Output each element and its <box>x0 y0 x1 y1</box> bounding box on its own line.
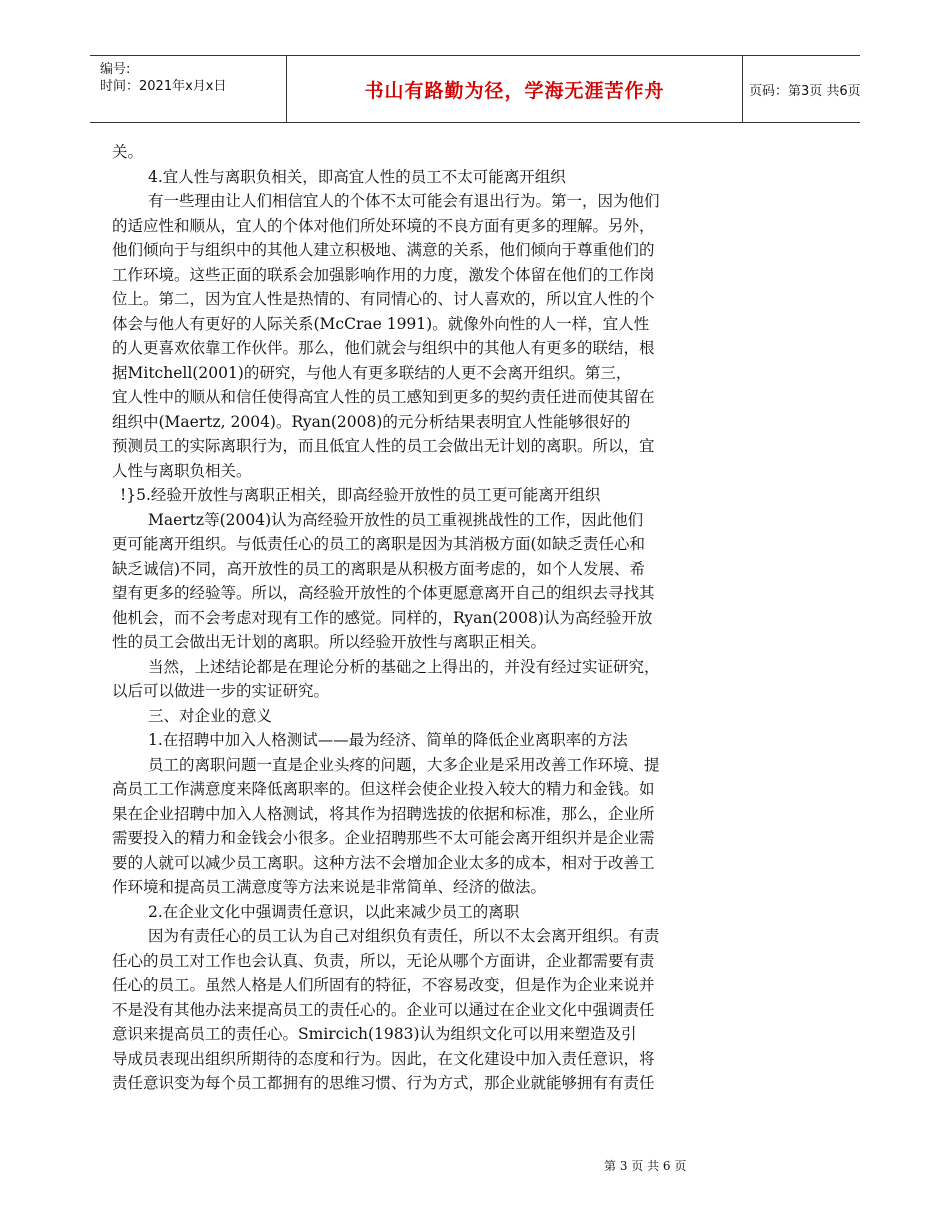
section-heading: 2.在企业文化中强调责任意识，以此来减少员工的离职 <box>148 902 520 921</box>
paragraph-line: 预测员工的实际离职行为，而且低宜人性的员工会做出无计划的离职。所以，宜 <box>112 437 655 455</box>
section-heading: !}5.经验开放性与离职正相关，即高经验开放性的员工更可能离开组织 <box>120 486 601 504</box>
paragraph-line: 任心的员工对工作也会认真、负责，所以，无论从哪个方面讲，企业都需要有责 <box>112 951 655 970</box>
paragraph-line: 更可能离开组织。与低责任心的员工的离职是因为其消极方面(如缺乏责任心和 <box>112 535 646 553</box>
page-info: 页码：第3页 共6页 <box>749 83 861 99</box>
paragraph-line: 要的人就可以减少员工离职。这种方法不会增加企业太多的成本，相对于改善工 <box>112 853 655 872</box>
paragraph-line: 位上。第二，因为宜人性是热情的、有同情心的、讨人喜欢的，所以宜人性的个 <box>112 290 655 308</box>
paragraph-line: 任心的员工。虽然人格是人们所固有的特征，不容易改变，但是作为企业来说并 <box>112 976 655 994</box>
paragraph-line: 意识来提高员工的责任心。Smircich(1983)认为组织文化可以用来塑造及引 <box>112 1025 637 1043</box>
number-label: 编号: <box>100 62 131 77</box>
page-footer: 第 3 页 共 6 页 <box>604 1159 687 1173</box>
header-left-cell <box>90 56 286 122</box>
paragraph-line: 人性与离职负相关。 <box>112 461 252 480</box>
paragraph-line: 性的员工会做出无计划的离职。所以经验开放性与离职正相关。 <box>112 633 547 651</box>
paragraph-line: 工作环境。这些正面的联系会加强影响作用的力度，激发个体留在他们的工作岗 <box>112 265 655 284</box>
section-heading: 三、对企业的意义 <box>148 706 273 725</box>
paragraph-line: 高员工工作满意度来降低离职率的。但这样会使企业投入较大的精力和金钱。如 <box>112 780 655 798</box>
motto: 书山有路勤为径，学海无涯苦作舟 <box>286 56 743 122</box>
paragraph-line: 果在企业招聘中加入人格测试，将其作为招聘选拔的依据和标准，那么，企业所 <box>112 804 655 823</box>
paragraph-line: 的适应性和顺从，宜人的个体对他们所处环境的不良方面有更多的理解。另外， <box>112 216 655 235</box>
paragraph-line: 不是没有其他办法来提高员工的责任心的。企业可以通过在企业文化中强调责任 <box>112 1000 655 1019</box>
paragraph-line: 望有更多的经验等。所以，高经验开放性的个体更愿意离开自己的组织去寻找其 <box>112 584 655 602</box>
paragraph-line: 以后可以做进一步的实证研究。 <box>112 682 330 700</box>
paragraph-line: 需要投入的精力和金钱会小很多。企业招聘那些不太可能会离开组织并是企业需 <box>112 829 655 847</box>
paragraph-line: 体会与他人有更好的人际关系(McCrae 1991)。就像外向性的人一样，宜人性 <box>112 314 650 333</box>
paragraph-line: 他们倾向于与组织中的其他人建立积极地、满意的关系，他们倾向于尊重他们的 <box>112 241 655 259</box>
paragraph-line: Maertz等(2004)认为高经验开放性的员工重视挑战性的工作，因此他们 <box>148 510 644 529</box>
paragraph-line: 导成员表现出组织所期待的态度和行为。因此，在文化建设中加入责任意识，将 <box>112 1049 655 1068</box>
section-heading: 1.在招聘中加入人格测试——最为经济、简单的降低企业离职率的方法 <box>148 731 628 749</box>
section-heading: 4.宜人性与离职负相关，即高宜人性的员工不太可能离开组织 <box>148 167 566 186</box>
paragraph-line: 缺乏诚信)不同，高开放性的员工的离职是从积极方面考虑的，如个人发展、希 <box>112 559 646 578</box>
paragraph-line: 作环境和提高员工满意度等方法来说是非常简单、经济的做法。 <box>112 878 547 896</box>
document-body <box>112 140 772 1096</box>
page-header <box>90 55 860 123</box>
date-label: 时间：2021年x月x日 <box>100 79 227 94</box>
paragraph-line: 的人更喜欢依靠工作伙伴。那么，他们就会与组织中的其他人有更多的联结，根 <box>112 339 655 357</box>
paragraph-line: 据Mitchell(2001)的研究，与他人有更多联结的人更不会离开组织。第三， <box>112 363 632 382</box>
paragraph-line: 员工的离职问题一直是企业头疼的问题，大多企业是采用改善工作环境、提 <box>148 755 660 774</box>
paragraph-line: 他机会，而不会考虑对现有工作的感觉。同样的，Ryan(2008)认为高经验开放 <box>112 608 653 627</box>
paragraph-line: 组织中(Maertz, 2004)。Ryan(2008)的元分析结果表明宜人性能够很好的 <box>112 412 631 431</box>
paragraph-line: 当然，上述结论都是在理论分析的基础之上得出的，并没有经过实证研究， <box>148 657 660 676</box>
paragraph-line: 责任意识变为每个员工都拥有的思维习惯、行为方式，那企业就能够拥有有责任 <box>112 1074 655 1092</box>
paragraph-line: 因为有责任心的员工认为自己对组织负有责任，所以不太会离开组织。有责 <box>148 927 660 945</box>
paragraph-line: 宜人性中的顺从和信任使得高宜人性的员工感知到更多的契约责任进而使其留在 <box>112 388 655 406</box>
paragraph-line: 有一些理由让人们相信宜人的个体不太可能会有退出行为。第一，因为他们 <box>148 192 660 210</box>
text-line: 关。 <box>112 143 144 161</box>
